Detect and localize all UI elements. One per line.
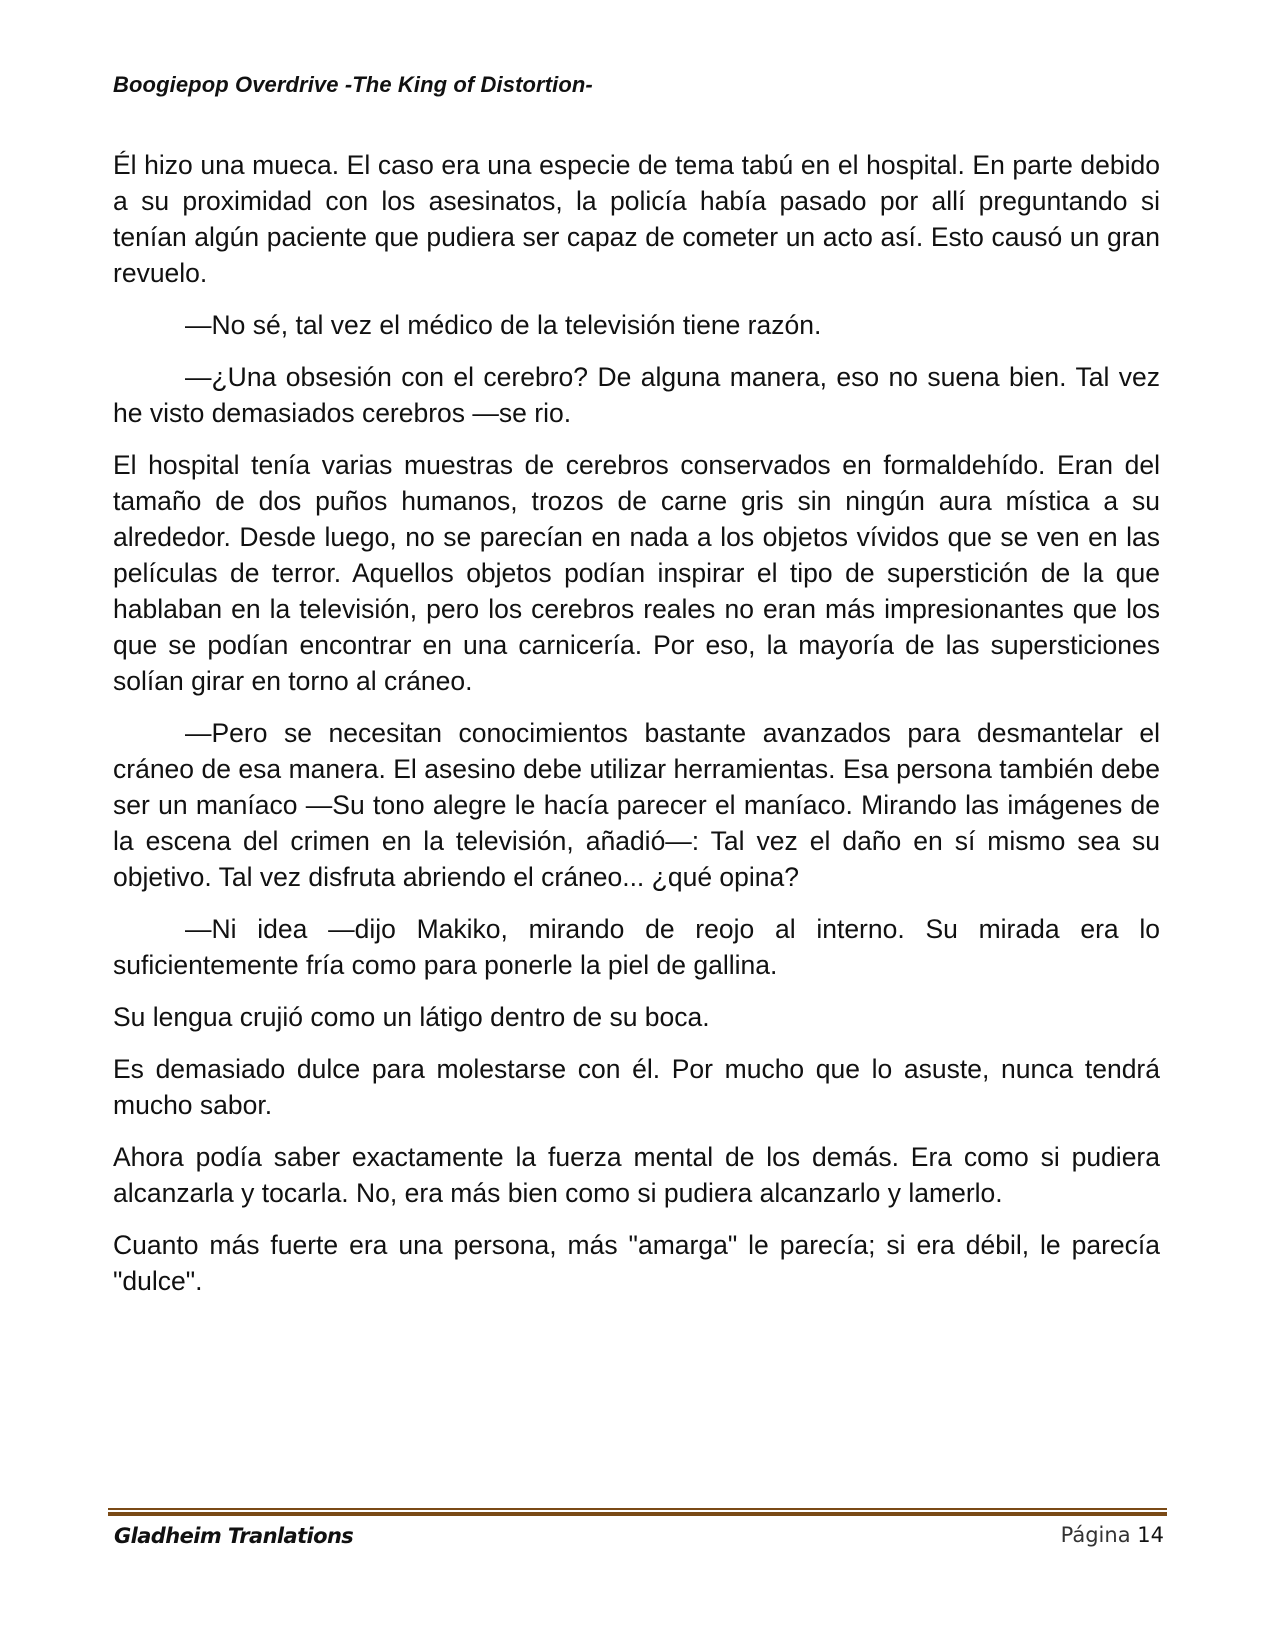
paragraph: El hospital tenía varias muestras de cerebros conservados en formaldehído. Eran del tamaño de dos puños humanos, trozos de carne gris sin ningún aura mística a su alrededor. Desde luego, no se parecían en nada a los objetos vívidos que se ven en las películas de terror. Aquellos objetos podían inspirar el tipo de superstición de la que hablaban en la televisión, pero los cerebros reales no eran más impresionantes que los que se podían encontrar en una carnicería. Por eso, la mayoría de las supersticiones solían girar en torno al cráneo. xyxy=(113,450,1160,696)
paragraph: Ahora podía saber exactamente la fuerza mental de los demás. Era como si pudiera alcanzarla y tocarla. No, era más bien como si pudiera alcanzarlo y lamerlo. xyxy=(113,1142,1160,1208)
footer-divider xyxy=(108,1508,1167,1516)
paragraph: —¿Una obsesión con el cerebro? De alguna manera, eso no suena bien. Tal vez he visto demasiados cerebros —se rio. xyxy=(113,362,1160,428)
paragraph: Es demasiado dulce para molestarse con él. Por mucho que lo asuste, nunca tendrá mucho sabor. xyxy=(113,1054,1160,1120)
body-text xyxy=(113,147,1160,1315)
page-label: Página xyxy=(1060,1523,1131,1547)
footer-translator-credit: Gladheim Tranlations xyxy=(114,1524,354,1548)
footer-divider-thick xyxy=(108,1512,1167,1516)
paragraph: Su lengua crujió como un látigo dentro de su boca. xyxy=(113,1002,710,1032)
paragraph: —Ni idea —dijo Makiko, mirando de reojo al interno. Su mirada era lo suficientemente fría como para ponerle la piel de gallina. xyxy=(113,914,1160,980)
document-header-title: Boogiepop Overdrive -The King of Distortion- xyxy=(113,72,593,97)
paragraph: —No sé, tal vez el médico de la televisión tiene razón. xyxy=(185,310,822,340)
footer-page-indicator xyxy=(1061,1523,1164,1547)
paragraph: Cuanto más fuerte era una persona, más "amarga" le parecía; si era débil, le parecía "dulce". xyxy=(113,1230,1160,1296)
paragraph: —Pero se necesitan conocimientos bastante avanzados para desmantelar el cráneo de esa manera. El asesino debe utilizar herramientas. Esa persona también debe ser un maníaco —Su tono alegre le hacía parecer el maníaco. Mirando las imágenes de la escena del crimen en la televisión, añadió—: Tal vez el daño en sí mismo sea su objetivo. Tal vez disfruta abriendo el cráneo... ¿qué opina? xyxy=(113,718,1160,892)
paragraph: Él hizo una mueca. El caso era una especie de tema tabú en el hospital. En parte debido a su proximidad con los asesinatos, la policía había pasado por allí preguntando si tenían algún paciente que pudiera ser capaz de cometer un acto así. Esto causó un gran revuelo. xyxy=(113,150,1160,288)
footer-divider-thin xyxy=(108,1508,1167,1510)
page-number: 14 xyxy=(1137,1523,1164,1547)
